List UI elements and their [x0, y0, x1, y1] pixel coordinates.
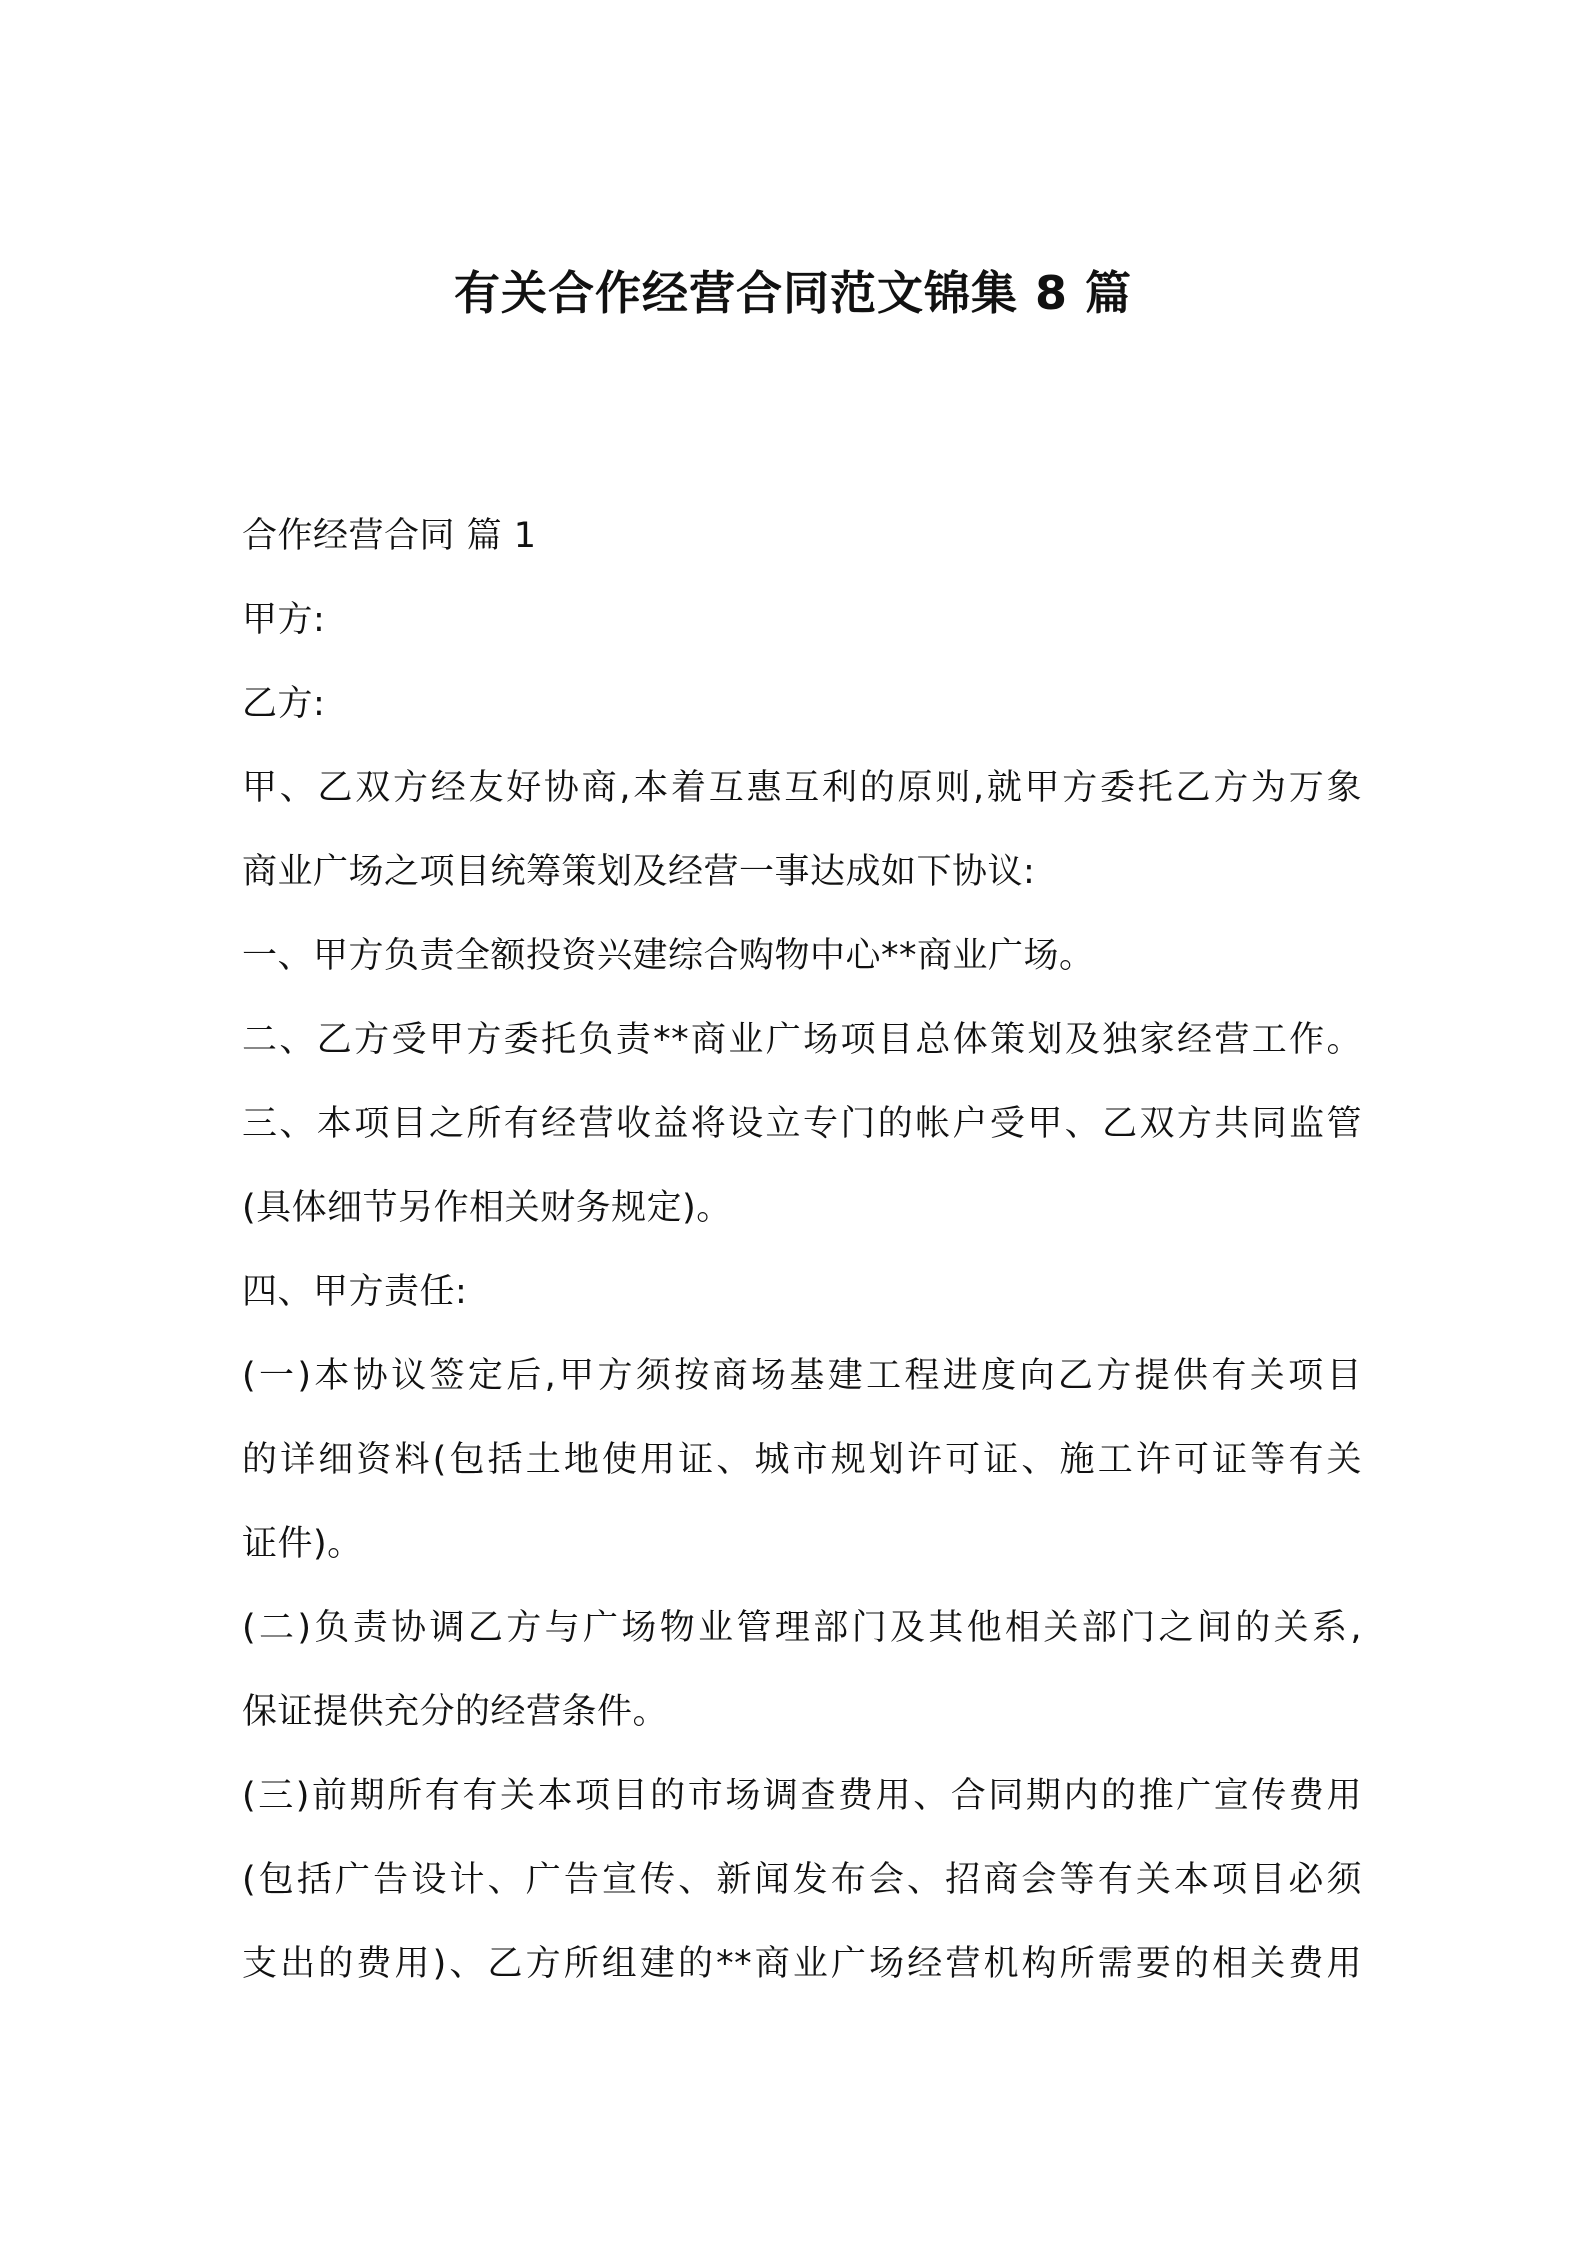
- paragraph-line: (包括广告设计、广告宣传、新闻发布会、招商会等有关本项目必须: [242, 1860, 1362, 1900]
- party-b-line: 乙方:: [242, 684, 326, 724]
- paragraph-line: 支出的费用)、乙方所组建的**商业广场经营机构所需要的相关费用: [242, 1944, 1362, 1984]
- document-title: 有关合作经营合同范文锦集 8 篇: [453, 266, 1133, 320]
- paragraph-line: 的详细资料(包括土地使用证、城市规划许可证、施工许可证等有关: [242, 1440, 1362, 1480]
- paragraph-line: 保证提供充分的经营条件。: [242, 1692, 669, 1732]
- paragraph-line: 二、乙方受甲方委托负责**商业广场项目总体策划及独家经营工作。: [242, 1020, 1362, 1060]
- paragraph-line: (一)本协议签定后,甲方须按商场基建工程进度向乙方提供有关项目: [242, 1356, 1362, 1396]
- paragraph-line: (具体细节另作相关财务规定)。: [242, 1188, 732, 1228]
- paragraph-line: (三)前期所有有关本项目的市场调查费用、合同期内的推广宣传费用: [242, 1776, 1362, 1816]
- paragraph-line: 四、甲方责任:: [242, 1272, 468, 1312]
- paragraph-line: 商业广场之项目统筹策划及经营一事达成如下协议:: [242, 852, 1036, 892]
- paragraph-line: 一、甲方负责全额投资兴建综合购物中心**商业广场。: [242, 936, 1095, 976]
- party-a-line: 甲方:: [242, 600, 326, 640]
- paragraph-line: 三、本项目之所有经营收益将设立专门的帐户受甲、乙双方共同监管: [242, 1104, 1362, 1144]
- paragraph-line: (二)负责协调乙方与广场物业管理部门及其他相关部门之间的关系,: [242, 1608, 1362, 1648]
- paragraph-line: 甲、乙双方经友好协商,本着互惠互利的原则,就甲方委托乙方为万象: [242, 768, 1362, 808]
- section-heading: 合作经营合同 篇 1: [242, 516, 537, 556]
- document-body: [242, 494, 1362, 2006]
- paragraph-line: 证件)。: [242, 1524, 363, 1564]
